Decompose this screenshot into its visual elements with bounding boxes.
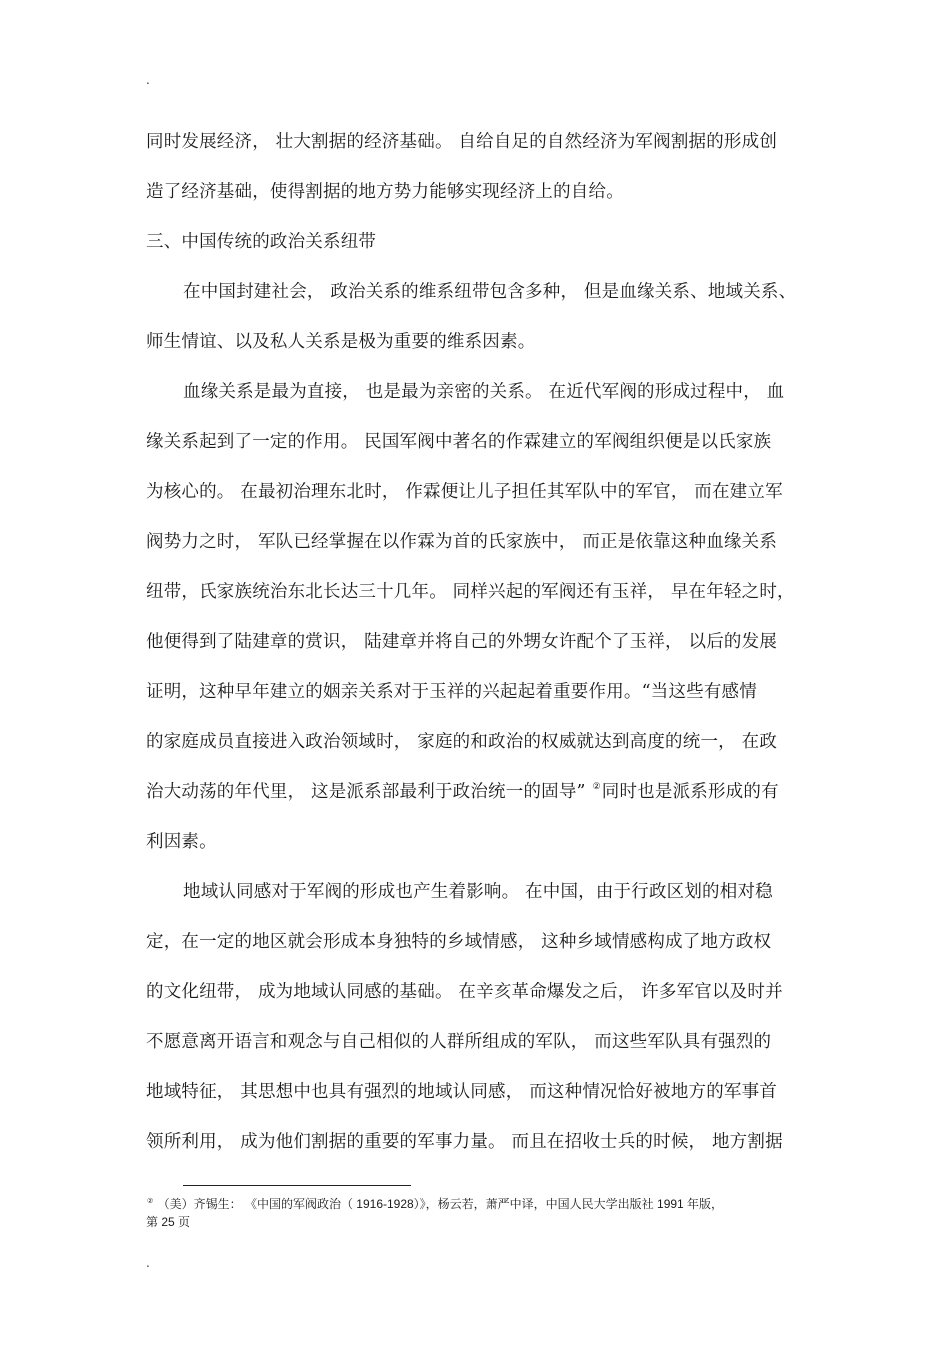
paragraph-line: 地域认同感对于军阀的形成也产生着影响。 在中国，由于行政区划的相对稳	[183, 882, 773, 902]
paragraph-line: 师生情谊、以及私人关系是极为重要的维系因素。	[146, 332, 536, 352]
footnote-mark: ②	[147, 1198, 154, 1205]
footnote-page: 第 25 页	[146, 1215, 191, 1229]
paragraph-line-with-footnote	[146, 780, 826, 807]
paragraph-line: 的家庭成员直接进入政治领域时， 家庭的和政治的权威就达到高度的统一， 在政	[146, 732, 778, 752]
footnote	[146, 1196, 806, 1215]
page-mark-bottom: .	[146, 1256, 150, 1270]
paragraph-line: 不愿意离开语言和观念与自己相似的人群所组成的军队， 而这些军队具有强烈的	[146, 1032, 772, 1052]
paragraph-line: 阀势力之时， 军队已经掌握在以作霖为首的氏家族中， 而正是依靠这种血缘关系	[146, 532, 778, 552]
paragraph-line: 定，在一定的地区就会形成本身独特的乡域情感， 这种乡域情感构成了地方政权	[146, 932, 772, 952]
paragraph-line: 领所利用， 成为他们割据的重要的军事力量。 而且在招收士兵的时候， 地方割据	[146, 1132, 783, 1152]
paragraph-line: 地域特征， 其思想中也具有强烈的地域认同感， 而这种情况恰好被地方的军事首	[146, 1082, 778, 1102]
paragraph-line: 他便得到了陆建章的赏识， 陆建章并将自己的外甥女许配个了玉祥， 以后的发展	[146, 632, 778, 652]
paragraph-line: 证明，这种早年建立的姻亲关系对于玉祥的兴起起着重要作用。“当这些有感情	[146, 682, 757, 702]
footnote-text: （美）齐锡生： 《中国的军阀政治（ 1916-1928）》，杨云若，萧严中译，中国人民大学出版社 1991 年版，	[157, 1197, 724, 1211]
paragraph-line: 的文化纽带， 成为地域认同感的基础。 在辛亥革命爆发之后， 许多军官以及时并	[146, 982, 783, 1002]
paragraph-line: 在中国封建社会， 政治关系的维系纽带包含多种， 但是血缘关系、地域关系、	[183, 282, 797, 302]
section-heading: 三、中国传统的政治关系纽带	[146, 232, 377, 252]
line-text-after: 同时也是派系形成的有	[601, 782, 779, 802]
paragraph-line: 为核心的。 在最初治理东北时， 作霖便让儿子担任其军队中的军官， 而在建立军	[146, 482, 783, 502]
paragraph-line: 利因素。	[146, 832, 217, 852]
page-mark-top: .	[146, 73, 150, 87]
line-text-before: 治大动荡的年代里， 这是派系部最利于政治统一的固导”	[146, 782, 592, 802]
paragraph-line: 血缘关系是最为直接， 也是最为亲密的关系。 在近代军阀的形成过程中， 血	[183, 382, 785, 402]
paragraph-line: 纽带，氏家族统治东北长达三十几年。 同样兴起的军阀还有玉祥， 早在年轻之时，	[146, 582, 795, 602]
footnote-divider	[183, 1185, 411, 1186]
footnote-reference[interactable]: ②	[592, 782, 601, 792]
paragraph-line: 缘关系起到了一定的作用。 民国军阀中著名的作霖建立的军阀组织便是以氏家族	[146, 432, 772, 452]
paragraph-line: 同时发展经济， 壮大割据的经济基础。 自给自足的自然经济为军阀割据的形成创	[146, 132, 778, 152]
paragraph-line: 造了经济基础，使得割据的地方势力能够实现经济上的自给。	[146, 182, 624, 202]
